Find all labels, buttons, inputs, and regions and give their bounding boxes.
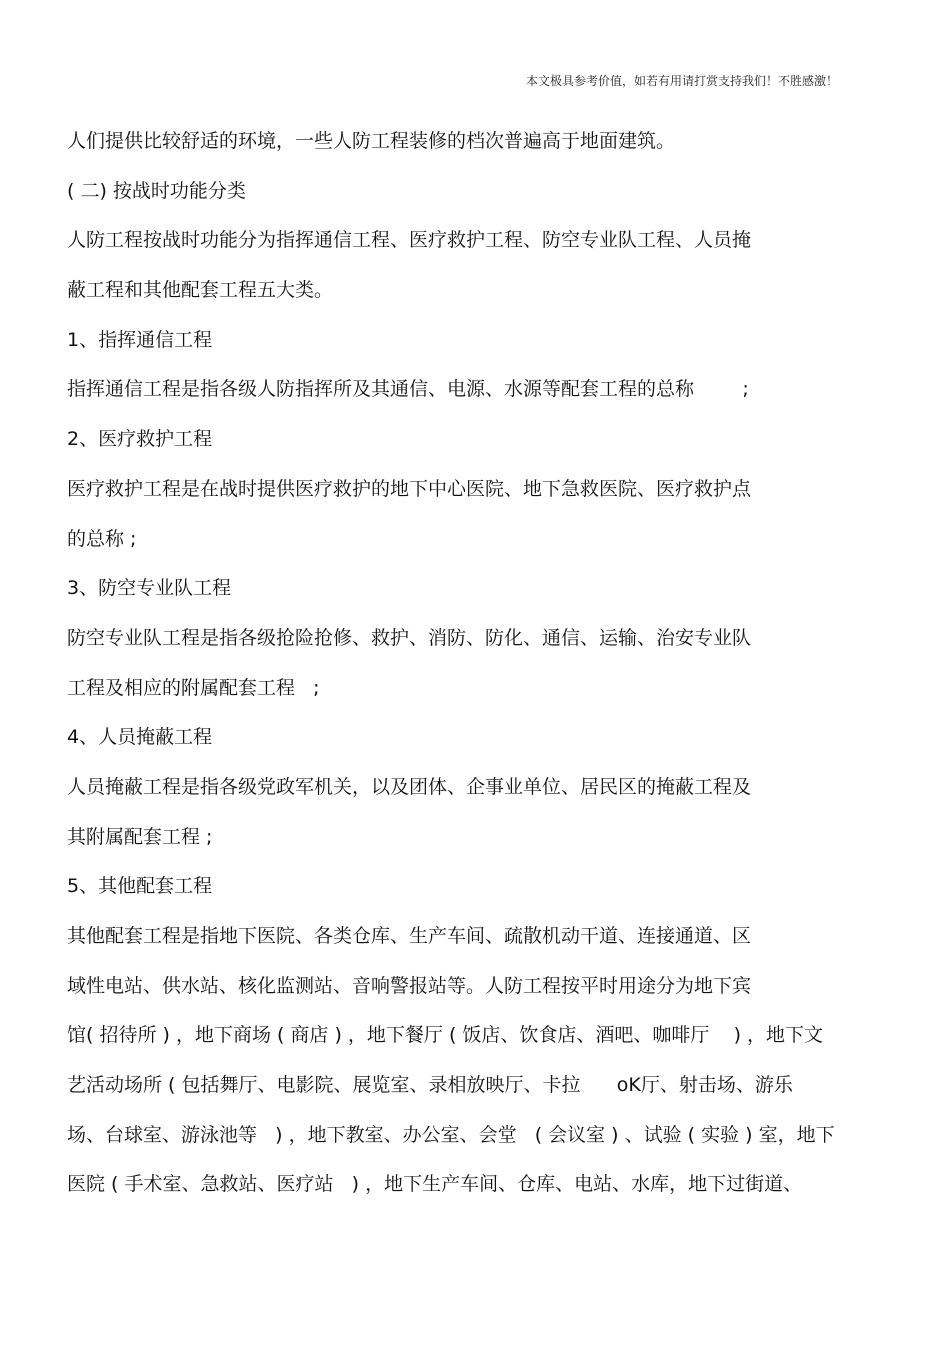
paragraph-line: 域性电站、供水站、核化监测站、音响警报站等。人防工程按平时用途分为地下宾 bbox=[67, 974, 752, 997]
document-body bbox=[67, 126, 887, 1219]
item-heading: 3、防空专业队工程 bbox=[67, 577, 232, 600]
section-heading: ( 二) 按战时功能分类 bbox=[67, 179, 246, 202]
paragraph-line: 指挥通信工程是指各级人防指挥所及其通信、电源、水源等配套工程的总称 ; bbox=[67, 378, 749, 401]
paragraph-line: 防空专业队工程是指各级抢险抢修、救护、消防、防化、通信、运输、治安专业队 bbox=[67, 626, 752, 649]
paragraph-line: 其附属配套工程 ; bbox=[67, 825, 213, 848]
paragraph-line: 人们提供比较舒适的环境，一些人防工程装修的档次普遍高于地面建筑。 bbox=[67, 130, 676, 152]
item-heading: 2、医疗救护工程 bbox=[67, 428, 213, 451]
item-heading: 5、其他配套工程 bbox=[67, 875, 213, 898]
paragraph-line: 艺活动场所 ( 包括舞厅、电影院、展览室、录相放映厅、卡拉 oK厅、射击场、游乐 bbox=[67, 1074, 793, 1097]
paragraph-line: 蔽工程和其他配套工程五大类。 bbox=[67, 279, 334, 302]
paragraph-line: 场、台球室、游泳池等 ) ，地下教室、办公室、会堂 ( 会议室 ) 、试验 ( 实验 ) 室，地下 bbox=[67, 1123, 835, 1146]
paragraph-line: 医院 ( 手术室、急救站、医疗站 ) ，地下生产车间、仓库、电站、水库，地下过街道、 bbox=[67, 1173, 803, 1196]
paragraph-line: 其他配套工程是指地下医院、各类仓库、生产车间、疏散机动干道、连接通道、区 bbox=[67, 925, 752, 947]
page-header-notice: 本文极具参考价值，如若有用请打赏支持我们！不胜感激！ bbox=[525, 74, 838, 88]
paragraph-line: 的总称 ; bbox=[67, 527, 137, 550]
paragraph-line: 医疗救护工程是在战时提供医疗救护的地下中心医院、地下急救医院、医疗救护点 bbox=[67, 477, 752, 500]
paragraph-line: 人防工程按战时功能分为指挥通信工程、医疗救护工程、防空专业队工程、人员掩 bbox=[67, 229, 752, 252]
item-heading: 4、人员掩蔽工程 bbox=[67, 726, 213, 749]
paragraph-line: 工程及相应的附属配套工程 ; bbox=[67, 676, 320, 699]
item-heading: 1、指挥通信工程 bbox=[67, 328, 213, 351]
paragraph-line: 人员掩蔽工程是指各级党政军机关，以及团体、企事业单位、居民区的掩蔽工程及 bbox=[67, 775, 752, 798]
paragraph-line: 馆( 招待所 ) ，地下商场 ( 商店 ) ，地下餐厅 ( 饭店、饮食店、酒吧、咖啡厅 ) ，地下文 bbox=[67, 1024, 824, 1047]
